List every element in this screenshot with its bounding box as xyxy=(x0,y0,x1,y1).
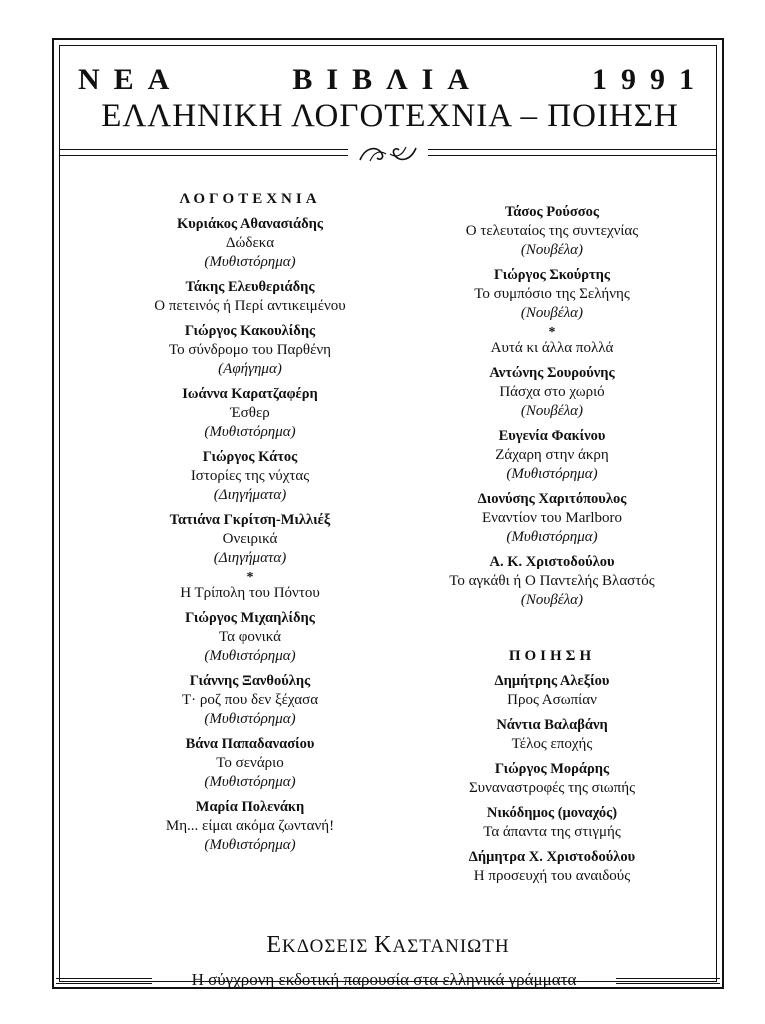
publisher-name-part: ΑΣΤΑΝΙΩΤΗ xyxy=(392,936,510,957)
book-title: Τα άπαντα της στιγμής xyxy=(483,824,621,840)
book-title: Προς Ασωπίαν xyxy=(507,692,597,708)
author-name: Τατιάνα Γκρίτση-Μιλλιέξ xyxy=(169,512,331,528)
author-name: Νάντια Βαλαβάνη xyxy=(496,717,608,733)
publisher-name-part: ΚΔΟΣΕΙΣ xyxy=(282,936,375,957)
book-entry xyxy=(100,735,400,792)
book-genre: (Μυθιστόρημα) xyxy=(204,774,296,790)
literature-entries-continued xyxy=(418,203,686,610)
footer-line-left xyxy=(56,978,152,984)
right-column xyxy=(418,197,686,886)
ornament-divider xyxy=(60,144,716,164)
book-entry xyxy=(100,609,400,666)
book-title: Πάσχα στο χωριό xyxy=(499,384,605,400)
book-entry xyxy=(418,266,686,358)
book-title: Τα φονικά xyxy=(219,629,281,645)
publisher-name-part: Κ xyxy=(374,932,393,958)
book-entry xyxy=(418,490,686,547)
author-name: Αντώνης Σουρούνης xyxy=(489,365,615,381)
book-entry xyxy=(100,278,400,316)
author-name: Νικόδημος (μοναχός) xyxy=(486,805,618,821)
book-entry xyxy=(100,215,400,272)
author-name: Γιώργος Κακουλίδης xyxy=(184,323,316,339)
header-word-nea: ΝΕΑ xyxy=(78,63,184,96)
asterisk-separator: * xyxy=(246,570,254,585)
book-genre: (Μυθιστόρημα) xyxy=(506,529,598,545)
publisher-name xyxy=(60,930,716,962)
book-title: Αυτά κι άλλα πολλά xyxy=(490,340,614,356)
author-name: Κυριάκος Αθανασιάδης xyxy=(176,216,324,232)
section-title-literature: ΛΟΓΟΤΕΧΝΙΑ xyxy=(179,191,321,207)
book-entry xyxy=(100,322,400,379)
poetry-entries xyxy=(418,672,686,886)
literature-entries xyxy=(100,215,400,855)
book-entry xyxy=(100,672,400,729)
book-genre: (Νουβέλα) xyxy=(520,592,584,608)
footer xyxy=(56,966,720,992)
book-genre: (Μυθιστόρημα) xyxy=(506,466,598,482)
publisher-name-part: Ε xyxy=(266,932,283,958)
book-entry xyxy=(418,760,686,798)
book-title: Το σενάριο xyxy=(216,755,284,771)
header-year: 1991 xyxy=(591,63,708,96)
author-name: Διονύσης Χαριτόπουλος xyxy=(477,491,627,507)
book-genre: (Διηγήματα) xyxy=(213,550,287,566)
book-entry xyxy=(418,672,686,710)
book-entry xyxy=(100,511,400,603)
book-title: Το αγκάθι ή Ο Παντελής Βλαστός xyxy=(449,573,655,589)
book-genre: (Νουβέλα) xyxy=(520,305,584,321)
flourish-ornament-icon xyxy=(356,144,420,164)
book-entry xyxy=(100,385,400,442)
book-title: Ζάχαρη στην άκρη xyxy=(495,447,609,463)
footer-line-right xyxy=(616,978,720,984)
author-name: Δήμητρα Χ. Χριστοδούλου xyxy=(468,849,636,865)
book-genre: (Διηγήματα) xyxy=(213,487,287,503)
divider-line-right xyxy=(428,149,716,156)
book-title: Έσθερ xyxy=(230,405,270,421)
book-title: Ο τελευταίος της συντεχνίας xyxy=(465,223,639,239)
author-name: Α. Κ. Χριστοδούλου xyxy=(489,554,615,570)
book-title: Ιστορίες της νύχτας xyxy=(190,468,310,484)
author-name: Γιώργος Σκούρτης xyxy=(493,267,611,283)
author-name: Γιώργος Μοράρης xyxy=(494,761,610,777)
book-entry xyxy=(100,798,400,855)
book-genre: (Αφήγημα) xyxy=(218,361,282,377)
author-name: Βάνα Παπαδανασίου xyxy=(185,736,315,752)
author-name: Γιώργος Μιχαηλίδης xyxy=(185,610,315,626)
book-title: Το σύνδρομο του Παρθένη xyxy=(168,342,331,358)
book-entry xyxy=(418,553,686,610)
book-title: Η προσευχή του αναιδούς xyxy=(473,868,631,884)
book-title: Δώδεκα xyxy=(225,235,275,251)
author-name: Τάσος Ρούσσος xyxy=(504,204,600,220)
author-name: Γιάννης Ξανθούλης xyxy=(189,673,311,689)
book-title: Τέλος εποχής xyxy=(511,736,593,752)
header-word-vivlia: ΒΙΒΛΙΑ xyxy=(292,63,483,96)
book-entry xyxy=(418,848,686,886)
book-genre: (Νουβέλα) xyxy=(520,403,584,419)
divider-line-left xyxy=(60,149,348,156)
literature-column xyxy=(100,189,400,855)
book-title: Μη... είμαι ακόμα ζωντανή! xyxy=(165,818,335,834)
author-name: Ιωάννα Καρατζαφέρη xyxy=(182,386,318,402)
author-name: Γιώργος Κάτος xyxy=(202,449,298,465)
book-entry xyxy=(418,716,686,754)
book-genre: (Μυθιστόρημα) xyxy=(204,837,296,853)
author-name: Τάκης Ελευθεριάδης xyxy=(185,279,315,295)
book-genre: (Μυθιστόρημα) xyxy=(204,254,296,270)
book-genre: (Μυθιστόρημα) xyxy=(204,424,296,440)
header-line-2: ΕΛΛΗΝΙΚΗ ΛΟΓΟΤΕΧΝΙΑ – ΠΟΙΗΣΗ xyxy=(101,98,679,134)
book-title: Ο πετεινός ή Περί αντικειμένου xyxy=(154,298,346,314)
book-title: Εναντίον του Marlboro xyxy=(481,510,623,526)
book-entry xyxy=(418,203,686,260)
book-entry xyxy=(100,448,400,505)
author-name: Μαρία Πολενάκη xyxy=(195,799,305,815)
book-genre: (Μυθιστόρημα) xyxy=(204,711,296,727)
book-title: Συναναστροφές της σιωπής xyxy=(468,780,636,796)
section-title-poetry: ΠΟΙΗΣΗ xyxy=(508,648,596,664)
book-title: Τ· ροζ που δεν ξέχασα xyxy=(181,692,319,708)
asterisk-separator: * xyxy=(548,325,556,340)
book-title: Το συμπόσιο της Σελήνης xyxy=(474,286,630,302)
book-title: Ονειρικά xyxy=(222,531,278,547)
book-title: Η Τρίπολη του Πόντου xyxy=(180,585,320,601)
publisher-tagline: Η σύγχρονη εκδοτική παρουσία στα ελληνικά γράμματα xyxy=(191,970,577,989)
author-name: Δημήτρης Αλεξίου xyxy=(494,673,610,689)
book-genre: (Μυθιστόρημα) xyxy=(204,648,296,664)
book-entry xyxy=(418,427,686,484)
book-entry xyxy=(418,804,686,842)
book-entry xyxy=(418,364,686,421)
header-line-1 xyxy=(78,62,708,98)
author-name: Ευγενία Φακίνου xyxy=(498,428,606,444)
book-genre: (Νουβέλα) xyxy=(520,242,584,258)
